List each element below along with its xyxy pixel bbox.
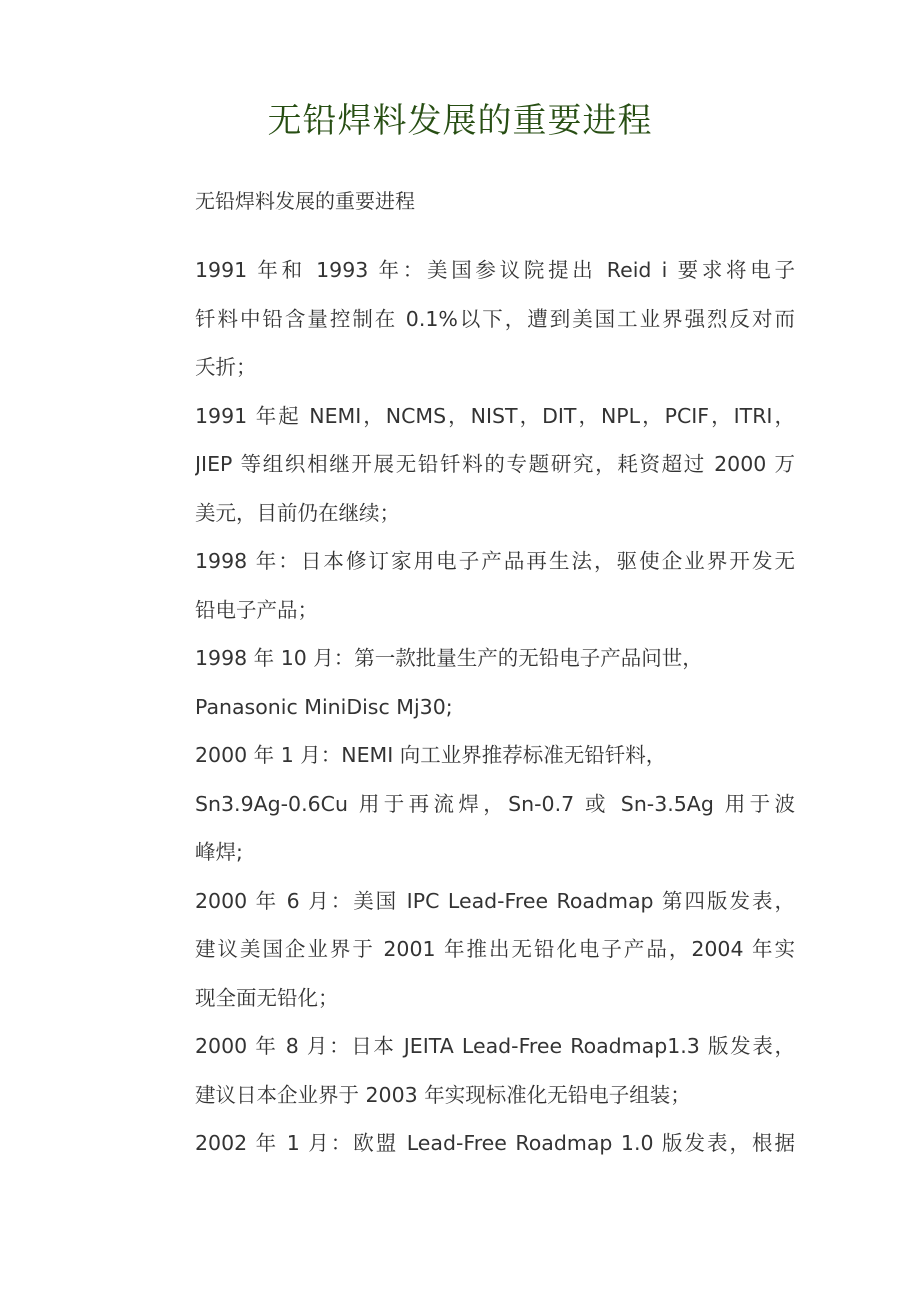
text-line: 建议美国企业界于 2001 年推出无铅化电子产品，2004 年实 [195, 937, 795, 961]
text-line: Sn3.9Ag-0.6Cu 用于再流焊，Sn-0.7 或 Sn-3.5Ag 用于波 [195, 791, 795, 816]
text-line: JIEP 等组织相继开展无铅钎料的专题研究，耗资超过 2000 万 [195, 452, 795, 476]
document-body [195, 246, 795, 1168]
text-line: 2002 年 1 月：欧盟 Lead-Free Roadmap 1.0 版发表，根据 [195, 1131, 795, 1155]
text-line: 1991 年起 NEMI，NCMS，NIST，DIT，NPL，PCIF，ITRI， [195, 403, 795, 428]
text-line: 现全面无铅化； [195, 985, 339, 1010]
text-line: 1998 年 10 月：第一款批量生产的无铅电子产品问世， [195, 646, 703, 670]
text-line: 1998 年：日本修订家用电子产品再生法，驱使企业界开发无 [195, 549, 795, 573]
text-line: 铅电子产品； [195, 597, 318, 622]
text-line: 1991 年和 1993 年：美国参议院提出 Reid i 要求将电子 [195, 258, 795, 282]
text-line: 美元，目前仍在继续； [195, 500, 400, 525]
text-line: 2000 年 8 月：日本 JEITA Lead-Free Roadmap1.3 版发表， [195, 1034, 795, 1058]
text-line: 2000 年 1 月：NEMI 向工业界推荐标准无铅钎料， [195, 743, 667, 767]
text-line: 峰焊; [195, 840, 243, 864]
document-title: 无铅焊料发展的重要进程 [267, 101, 653, 141]
text-line: 夭折； [195, 355, 257, 379]
text-line: Panasonic MiniDisc Mj30; [195, 694, 453, 719]
document-subtitle: 无铅焊料发展的重要进程 [195, 189, 415, 213]
text-line: 建议日本企业界于 2003 年实现标准化无铅电子组装； [195, 1082, 691, 1107]
text-line: 钎料中铅含量控制在 0.1%以下，遭到美国工业界强烈反对而 [195, 306, 795, 331]
text-line: 2000 年 6 月：美国 IPC Lead-Free Roadmap 第四版发表， [195, 888, 795, 913]
